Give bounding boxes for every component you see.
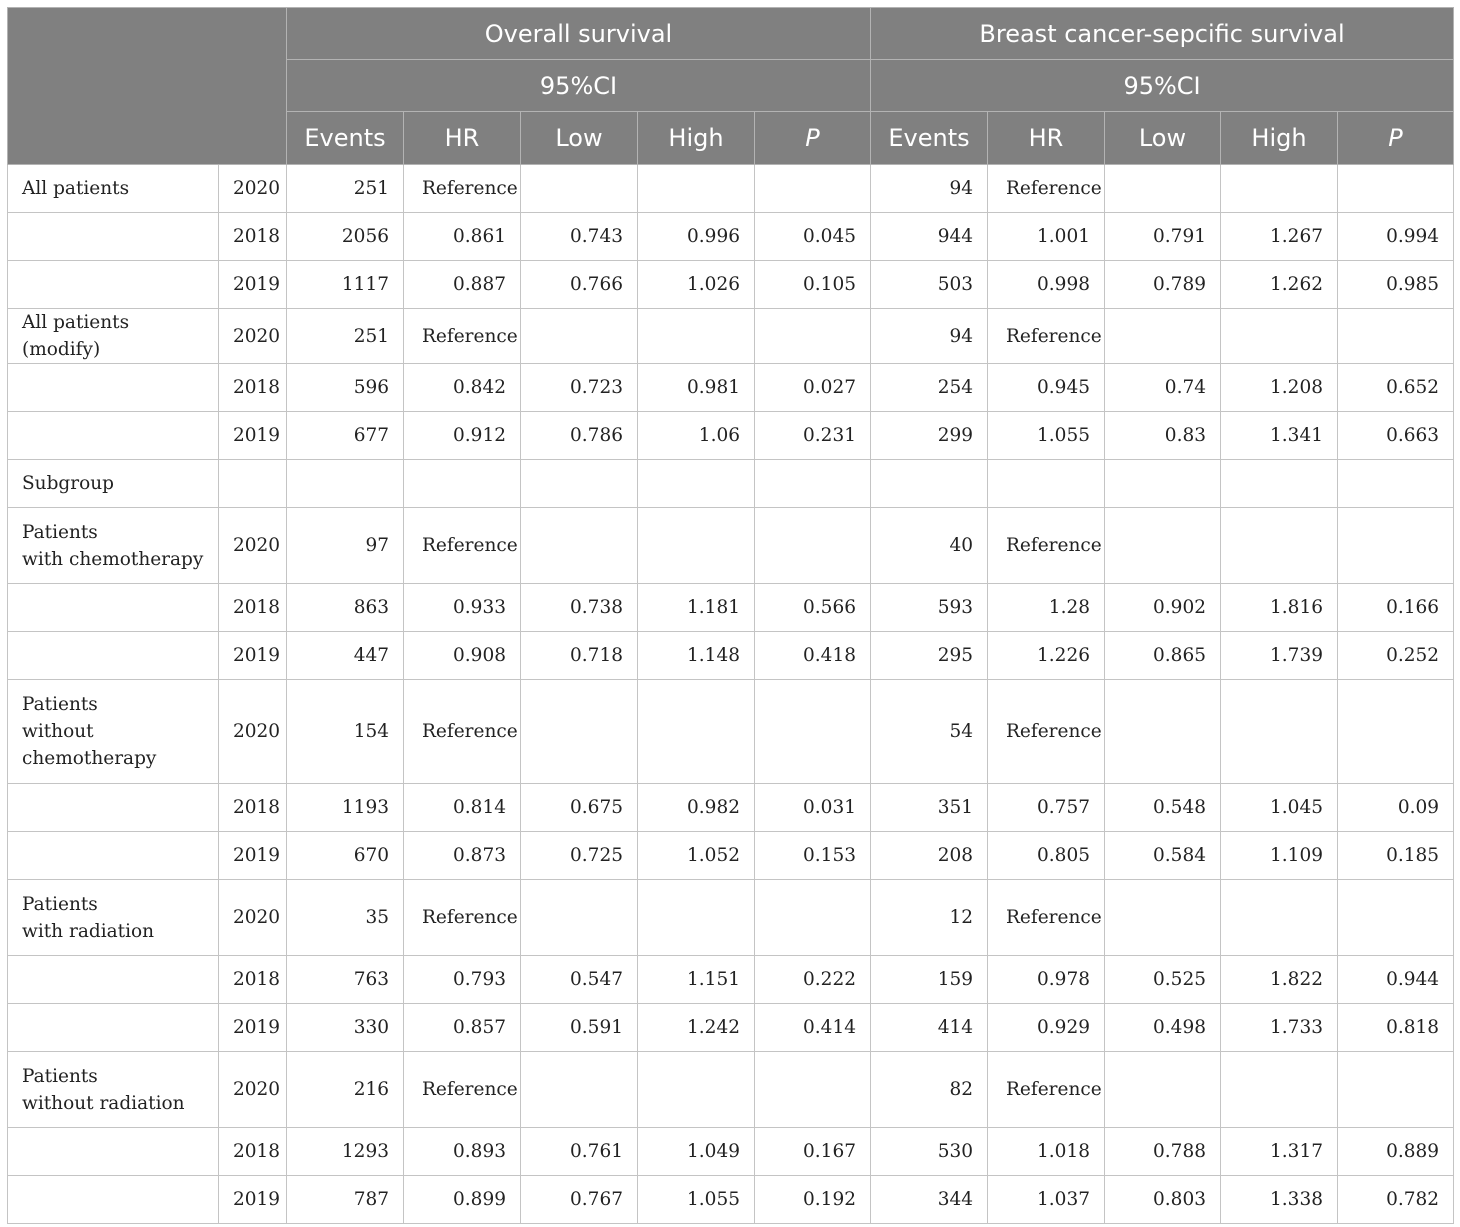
cell-os-p: 0.027 — [755, 364, 871, 412]
cell-os-p: 0.222 — [755, 956, 871, 1004]
cell-bcss-high — [1221, 508, 1338, 584]
row-year: 2019 — [219, 632, 287, 680]
cell-os-hr — [404, 460, 521, 508]
cell-os-low: 0.591 — [521, 1004, 638, 1052]
table-row — [8, 1176, 1454, 1224]
cell-bcss-low: 0.789 — [1105, 261, 1221, 309]
cell-os-p: 0.418 — [755, 632, 871, 680]
row-label — [8, 1128, 219, 1176]
cell-os-events: 97 — [287, 508, 404, 584]
cell-os-events: 251 — [287, 165, 404, 213]
cell-bcss-high — [1221, 309, 1338, 364]
col-hr-bcss: HR — [988, 112, 1105, 165]
cell-os-hr: 0.814 — [404, 784, 521, 832]
cell-os-high: 1.151 — [638, 956, 755, 1004]
cell-bcss-low: 0.902 — [1105, 584, 1221, 632]
row-label: All patients (modify) — [8, 309, 219, 364]
cell-bcss-p — [1338, 165, 1454, 213]
cell-os-high — [638, 880, 755, 956]
cell-os-p — [755, 309, 871, 364]
cell-os-high: 1.242 — [638, 1004, 755, 1052]
cell-os-p — [755, 165, 871, 213]
row-year: 2020 — [219, 880, 287, 956]
table-body — [8, 165, 1454, 1224]
cell-bcss-hr: Reference — [988, 1052, 1105, 1128]
row-label — [8, 1004, 219, 1052]
row-year: 2019 — [219, 412, 287, 460]
cell-bcss-p — [1338, 309, 1454, 364]
table-row — [8, 680, 1454, 784]
cell-os-low: 0.723 — [521, 364, 638, 412]
table-row — [8, 584, 1454, 632]
cell-os-high: 0.982 — [638, 784, 755, 832]
cell-os-events — [287, 460, 404, 508]
cell-bcss-low — [1105, 309, 1221, 364]
row-label — [8, 784, 219, 832]
cell-bcss-high: 1.733 — [1221, 1004, 1338, 1052]
row-year: 2020 — [219, 309, 287, 364]
cell-bcss-events: 344 — [871, 1176, 988, 1224]
cell-bcss-high: 1.109 — [1221, 832, 1338, 880]
cell-os-p: 0.105 — [755, 261, 871, 309]
cell-bcss-events: 94 — [871, 309, 988, 364]
cell-bcss-p: 0.818 — [1338, 1004, 1454, 1052]
cell-os-p: 0.031 — [755, 784, 871, 832]
cell-os-high — [638, 165, 755, 213]
cell-os-hr: 0.933 — [404, 584, 521, 632]
cell-os-hr: 0.861 — [404, 213, 521, 261]
table-row — [8, 832, 1454, 880]
cell-os-p — [755, 508, 871, 584]
cell-os-low — [521, 680, 638, 784]
cell-bcss-events: 40 — [871, 508, 988, 584]
row-label — [8, 213, 219, 261]
cell-bcss-low — [1105, 680, 1221, 784]
cell-bcss-low: 0.791 — [1105, 213, 1221, 261]
cell-os-p: 0.045 — [755, 213, 871, 261]
cell-os-events: 447 — [287, 632, 404, 680]
cell-os-events: 677 — [287, 412, 404, 460]
cell-bcss-high — [1221, 880, 1338, 956]
cell-bcss-hr: 0.998 — [988, 261, 1105, 309]
cell-os-high — [638, 460, 755, 508]
row-year: 2018 — [219, 584, 287, 632]
cell-bcss-hr: Reference — [988, 880, 1105, 956]
cell-os-low: 0.675 — [521, 784, 638, 832]
cell-bcss-p: 0.166 — [1338, 584, 1454, 632]
table-row — [8, 1004, 1454, 1052]
row-label: Patients without radiation — [8, 1052, 219, 1128]
cell-os-high — [638, 309, 755, 364]
cell-os-low: 0.725 — [521, 832, 638, 880]
cell-os-low — [521, 165, 638, 213]
cell-os-p — [755, 460, 871, 508]
cell-bcss-high: 1.045 — [1221, 784, 1338, 832]
row-year: 2018 — [219, 956, 287, 1004]
cell-os-p: 0.566 — [755, 584, 871, 632]
cell-bcss-p: 0.782 — [1338, 1176, 1454, 1224]
col-events-os: Events — [287, 112, 404, 165]
cell-os-high: 1.026 — [638, 261, 755, 309]
cell-bcss-events: 82 — [871, 1052, 988, 1128]
table-row — [8, 165, 1454, 213]
col-p-os: P — [755, 112, 871, 165]
cell-bcss-high: 1.341 — [1221, 412, 1338, 460]
cell-bcss-p — [1338, 508, 1454, 584]
row-year: 2019 — [219, 261, 287, 309]
cell-bcss-low: 0.803 — [1105, 1176, 1221, 1224]
cell-os-events: 670 — [287, 832, 404, 880]
cell-os-high — [638, 1052, 755, 1128]
cell-os-events: 251 — [287, 309, 404, 364]
cell-bcss-p — [1338, 460, 1454, 508]
cell-os-low: 0.786 — [521, 412, 638, 460]
row-label — [8, 1176, 219, 1224]
cell-os-events: 1293 — [287, 1128, 404, 1176]
table-row — [8, 261, 1454, 309]
row-year: 2019 — [219, 1004, 287, 1052]
table-row — [8, 412, 1454, 460]
cell-bcss-events: 159 — [871, 956, 988, 1004]
cell-bcss-events: 351 — [871, 784, 988, 832]
cell-os-hr: 0.857 — [404, 1004, 521, 1052]
cell-bcss-low: 0.498 — [1105, 1004, 1221, 1052]
row-year: 2018 — [219, 1128, 287, 1176]
cell-bcss-events: 12 — [871, 880, 988, 956]
cell-bcss-p: 0.663 — [1338, 412, 1454, 460]
cell-bcss-low — [1105, 508, 1221, 584]
cell-bcss-low — [1105, 880, 1221, 956]
row-label: Subgroup — [8, 460, 219, 508]
cell-os-hr: 0.912 — [404, 412, 521, 460]
cell-bcss-p: 0.09 — [1338, 784, 1454, 832]
cell-os-events: 154 — [287, 680, 404, 784]
cell-bcss-low: 0.83 — [1105, 412, 1221, 460]
cell-bcss-hr: 0.945 — [988, 364, 1105, 412]
row-label — [8, 364, 219, 412]
row-label — [8, 412, 219, 460]
row-label: Patients with chemotherapy — [8, 508, 219, 584]
cell-bcss-events — [871, 460, 988, 508]
table-row — [8, 508, 1454, 584]
cell-bcss-low — [1105, 1052, 1221, 1128]
cell-os-low — [521, 880, 638, 956]
cell-os-high — [638, 680, 755, 784]
cell-bcss-high: 1.338 — [1221, 1176, 1338, 1224]
cell-bcss-low — [1105, 460, 1221, 508]
cell-os-hr: Reference — [404, 1052, 521, 1128]
cell-bcss-low: 0.788 — [1105, 1128, 1221, 1176]
row-label — [8, 956, 219, 1004]
row-label — [8, 832, 219, 880]
cell-bcss-hr: 0.978 — [988, 956, 1105, 1004]
cell-bcss-low: 0.74 — [1105, 364, 1221, 412]
cell-os-events: 596 — [287, 364, 404, 412]
cell-os-high: 1.148 — [638, 632, 755, 680]
cell-bcss-high — [1221, 1052, 1338, 1128]
cell-bcss-low: 0.584 — [1105, 832, 1221, 880]
table-row — [8, 784, 1454, 832]
cell-bcss-hr: 1.037 — [988, 1176, 1105, 1224]
cell-bcss-low — [1105, 165, 1221, 213]
cell-bcss-hr: 1.055 — [988, 412, 1105, 460]
row-label — [8, 261, 219, 309]
cell-os-events: 1117 — [287, 261, 404, 309]
cell-bcss-low: 0.548 — [1105, 784, 1221, 832]
row-year: 2018 — [219, 213, 287, 261]
cell-bcss-high — [1221, 165, 1338, 213]
cell-bcss-hr: Reference — [988, 680, 1105, 784]
cell-os-events: 2056 — [287, 213, 404, 261]
cell-os-events: 216 — [287, 1052, 404, 1128]
cell-os-hr: Reference — [404, 508, 521, 584]
cell-os-hr: 0.793 — [404, 956, 521, 1004]
cell-bcss-p: 0.652 — [1338, 364, 1454, 412]
cell-bcss-hr: Reference — [988, 309, 1105, 364]
cell-os-high: 0.996 — [638, 213, 755, 261]
cell-bcss-events: 414 — [871, 1004, 988, 1052]
cell-os-p: 0.167 — [755, 1128, 871, 1176]
cell-bcss-events: 295 — [871, 632, 988, 680]
cell-os-hr: Reference — [404, 165, 521, 213]
header-corner — [8, 8, 287, 165]
row-year: 2020 — [219, 165, 287, 213]
cell-bcss-hr: 1.001 — [988, 213, 1105, 261]
cell-bcss-p — [1338, 680, 1454, 784]
cell-bcss-p: 0.185 — [1338, 832, 1454, 880]
cell-os-hr: Reference — [404, 680, 521, 784]
table-header — [8, 8, 1454, 165]
cell-os-low: 0.743 — [521, 213, 638, 261]
cell-os-hr: 0.908 — [404, 632, 521, 680]
cell-os-events: 35 — [287, 880, 404, 956]
cell-bcss-hr: 0.929 — [988, 1004, 1105, 1052]
cell-bcss-high: 1.739 — [1221, 632, 1338, 680]
row-year — [219, 460, 287, 508]
cell-os-p — [755, 680, 871, 784]
cell-bcss-events: 944 — [871, 213, 988, 261]
cell-os-high: 1.06 — [638, 412, 755, 460]
cell-bcss-hr: 0.805 — [988, 832, 1105, 880]
cell-bcss-low: 0.525 — [1105, 956, 1221, 1004]
cell-os-p: 0.153 — [755, 832, 871, 880]
cell-os-events: 863 — [287, 584, 404, 632]
cell-os-low: 0.718 — [521, 632, 638, 680]
row-label: Patients with radiation — [8, 880, 219, 956]
cell-os-low: 0.761 — [521, 1128, 638, 1176]
cell-bcss-high: 1.262 — [1221, 261, 1338, 309]
row-year: 2020 — [219, 508, 287, 584]
table-row — [8, 632, 1454, 680]
cell-os-low — [521, 508, 638, 584]
cell-bcss-p: 0.889 — [1338, 1128, 1454, 1176]
col-low-os: Low — [521, 112, 638, 165]
overall-survival-header: Overall survival — [287, 8, 871, 60]
cell-os-high — [638, 508, 755, 584]
table-row — [8, 1128, 1454, 1176]
row-label: Patients without chemotherapy — [8, 680, 219, 784]
row-year: 2019 — [219, 832, 287, 880]
cell-os-p — [755, 880, 871, 956]
cell-os-high: 1.181 — [638, 584, 755, 632]
ci-header-bcss: 95%CI — [871, 60, 1454, 112]
cell-bcss-p: 0.944 — [1338, 956, 1454, 1004]
cell-os-low — [521, 1052, 638, 1128]
cell-bcss-events: 254 — [871, 364, 988, 412]
cell-os-hr: 0.873 — [404, 832, 521, 880]
row-year: 2020 — [219, 680, 287, 784]
row-year: 2019 — [219, 1176, 287, 1224]
cell-bcss-events: 208 — [871, 832, 988, 880]
cell-bcss-hr: 1.226 — [988, 632, 1105, 680]
cell-os-p: 0.414 — [755, 1004, 871, 1052]
cell-bcss-p: 0.985 — [1338, 261, 1454, 309]
cell-bcss-events: 54 — [871, 680, 988, 784]
cell-os-p — [755, 1052, 871, 1128]
cell-bcss-p — [1338, 1052, 1454, 1128]
cell-bcss-high: 1.267 — [1221, 213, 1338, 261]
col-events-bcss: Events — [871, 112, 988, 165]
cell-os-events: 763 — [287, 956, 404, 1004]
row-year: 2018 — [219, 364, 287, 412]
row-label — [8, 584, 219, 632]
row-year: 2018 — [219, 784, 287, 832]
cell-bcss-hr — [988, 460, 1105, 508]
table-row — [8, 213, 1454, 261]
col-low-bcss: Low — [1105, 112, 1221, 165]
cell-os-hr: 0.893 — [404, 1128, 521, 1176]
table-row — [8, 880, 1454, 956]
table-row — [8, 460, 1454, 508]
cell-os-low: 0.766 — [521, 261, 638, 309]
cell-bcss-events: 593 — [871, 584, 988, 632]
cell-os-low — [521, 460, 638, 508]
cell-os-low — [521, 309, 638, 364]
cell-os-low: 0.738 — [521, 584, 638, 632]
cell-os-high: 1.049 — [638, 1128, 755, 1176]
cell-bcss-events: 94 — [871, 165, 988, 213]
cell-bcss-low: 0.865 — [1105, 632, 1221, 680]
cell-os-low: 0.547 — [521, 956, 638, 1004]
cell-os-high: 1.055 — [638, 1176, 755, 1224]
table-row — [8, 956, 1454, 1004]
survival-table — [7, 7, 1454, 1224]
cell-bcss-high: 1.816 — [1221, 584, 1338, 632]
cell-bcss-p — [1338, 880, 1454, 956]
cell-bcss-p: 0.252 — [1338, 632, 1454, 680]
col-hr-os: HR — [404, 112, 521, 165]
cell-os-hr: Reference — [404, 309, 521, 364]
cell-os-high: 0.981 — [638, 364, 755, 412]
ci-header-os: 95%CI — [287, 60, 871, 112]
cell-bcss-hr: 0.757 — [988, 784, 1105, 832]
col-high-os: High — [638, 112, 755, 165]
cell-os-hr: 0.842 — [404, 364, 521, 412]
col-p-bcss: P — [1338, 112, 1454, 165]
cell-os-events: 1193 — [287, 784, 404, 832]
bcss-header: Breast cancer-sepcific survival — [871, 8, 1454, 60]
cell-os-hr: 0.887 — [404, 261, 521, 309]
cell-bcss-high: 1.822 — [1221, 956, 1338, 1004]
cell-os-events: 787 — [287, 1176, 404, 1224]
cell-bcss-hr: Reference — [988, 508, 1105, 584]
cell-bcss-high: 1.208 — [1221, 364, 1338, 412]
cell-bcss-events: 530 — [871, 1128, 988, 1176]
table-row — [8, 1052, 1454, 1128]
table-row — [8, 309, 1454, 364]
cell-os-p: 0.231 — [755, 412, 871, 460]
row-year: 2020 — [219, 1052, 287, 1128]
cell-os-high: 1.052 — [638, 832, 755, 880]
row-label — [8, 632, 219, 680]
table-row — [8, 364, 1454, 412]
cell-bcss-events: 503 — [871, 261, 988, 309]
cell-bcss-hr: Reference — [988, 165, 1105, 213]
cell-os-p: 0.192 — [755, 1176, 871, 1224]
cell-os-hr: 0.899 — [404, 1176, 521, 1224]
cell-os-low: 0.767 — [521, 1176, 638, 1224]
row-label: All patients — [8, 165, 219, 213]
cell-bcss-hr: 1.018 — [988, 1128, 1105, 1176]
cell-bcss-hr: 1.28 — [988, 584, 1105, 632]
cell-bcss-events: 299 — [871, 412, 988, 460]
cell-os-hr: Reference — [404, 880, 521, 956]
cell-bcss-high: 1.317 — [1221, 1128, 1338, 1176]
cell-bcss-high — [1221, 460, 1338, 508]
cell-bcss-high — [1221, 680, 1338, 784]
col-high-bcss: High — [1221, 112, 1338, 165]
cell-os-events: 330 — [287, 1004, 404, 1052]
cell-bcss-p: 0.994 — [1338, 213, 1454, 261]
